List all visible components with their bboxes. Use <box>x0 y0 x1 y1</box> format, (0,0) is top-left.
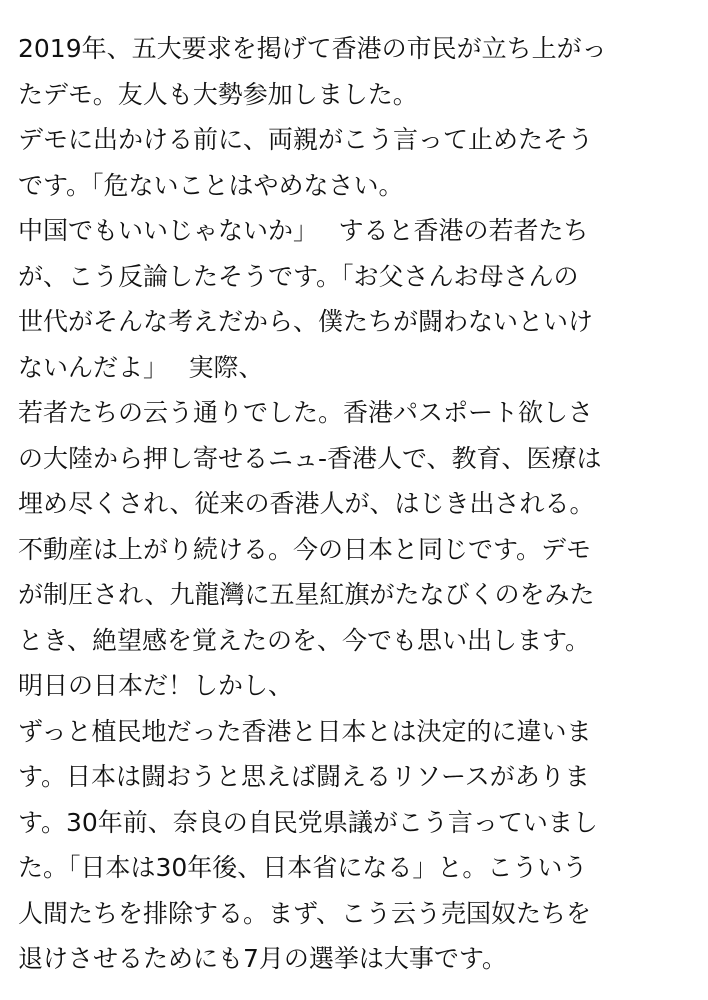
text-line: ずっと植民地だった香港と日本とは決定的に違いま <box>18 716 592 746</box>
text-line: が制圧され、九龍灣に五星紅旗がたなびくのをみた <box>18 580 595 609</box>
post-text <box>18 26 708 982</box>
text-line: デモに出かける前に、両親がこう言って止めたそう <box>18 125 594 154</box>
text-line: 埋め尽くされ、従来の香港人が、はじき出される。 <box>18 489 595 518</box>
text-line: す。日本は闘おうと思えば闘えるリソースがありま <box>18 762 590 791</box>
text-line: が、こう反論したそうです。「お父さんお母さんの <box>18 261 579 291</box>
text-line: 人間たちを排除する。まず、こう云う売国奴たちを <box>18 898 592 928</box>
text-line: 世代がそんな考えだから、僕たちが闘わないといけ <box>18 307 594 336</box>
text-line: 若者たちの云う通りでした。香港パスポート欲しさ <box>18 398 594 427</box>
text-line: です。「危ないことはやめなさい。 <box>18 170 404 200</box>
text-line: 退けさせるためにも7月の選挙は大事です。 <box>18 944 507 973</box>
text-line: た。「日本は30年後、日本省になる」と。こういう <box>18 853 588 882</box>
text-line: す。30年前、奈良の自民党県議がこう言っていまし <box>18 807 598 837</box>
text-line: 明日の日本だ！しかし、 <box>18 671 294 700</box>
text-line: の大陸から押し寄せるニュ-香港人で、教育、医療は <box>18 443 602 473</box>
text-line: 2019年、五大要求を掲げて香港の市民が立ち上がっ <box>18 34 607 63</box>
text-line: たデモ。友人も大勢参加しました。 <box>18 79 418 109</box>
text-line: 不動産は上がり続ける。今の日本と同じです。デモ <box>18 534 592 564</box>
text-line: とき、絶望感を覚えたのを、今でも思い出します。 <box>18 625 591 655</box>
text-line: 中国でもいいじゃないか」 すると香港の若者たち <box>18 216 589 245</box>
text-line: ないんだよ」 実際、 <box>18 352 264 382</box>
